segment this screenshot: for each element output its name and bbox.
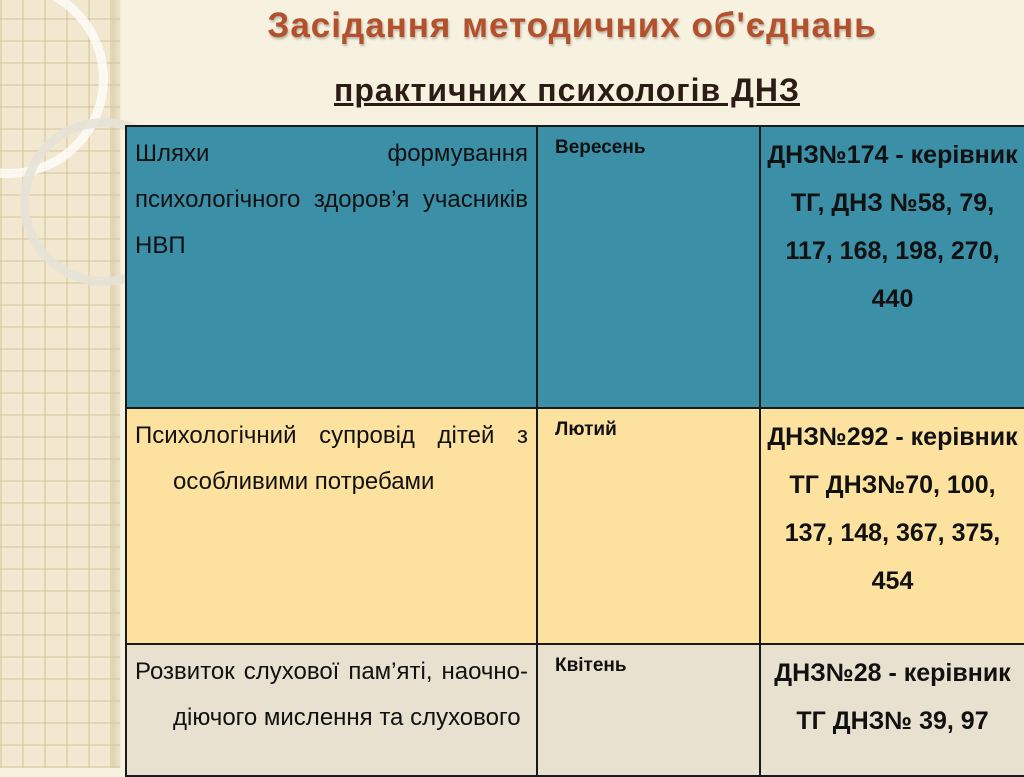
month-cell (537, 644, 760, 776)
slide-subtitle: практичних психологів ДНЗ (333, 72, 801, 108)
table-row (126, 408, 1024, 644)
month-text: Квітень (555, 655, 627, 676)
groups-cell (760, 408, 1024, 644)
groups-text: ДНЗ№28 - керівник ТГ ДНЗ№ 39, 97 (774, 659, 1011, 735)
topic-cell (126, 644, 537, 776)
decorative-strip-edge (112, 0, 122, 768)
topic-cell (126, 126, 537, 408)
groups-cell (760, 644, 1024, 776)
groups-text: ДНЗ№174 - керівник ТГ, ДНЗ №58, 79, 117, 168, 198, 270, 440 (767, 141, 1018, 313)
month-text: Лютий (555, 419, 617, 440)
topic-text: Психологічний супровід дітей з особливими потребами (135, 422, 528, 495)
groups-cell (760, 126, 1024, 408)
month-cell (537, 126, 760, 408)
topic-text: Шляхи формування психологічного здоров’я учасників НВП (135, 140, 528, 259)
slide-title: Засідання методичних об'єднань (267, 6, 877, 45)
table-row (126, 126, 1024, 408)
groups-text: ДНЗ№292 - керівник ТГ ДНЗ№70, 100, 137, 148, 367, 375, 454 (767, 423, 1018, 595)
month-cell (537, 408, 760, 644)
schedule-table (125, 125, 1024, 777)
topic-text: Розвиток слухової пам’яті, наочно-діючого мислення та слухового (135, 658, 528, 731)
topic-cell (126, 408, 537, 644)
table-row (126, 644, 1024, 776)
month-text: Вересень (555, 137, 646, 158)
